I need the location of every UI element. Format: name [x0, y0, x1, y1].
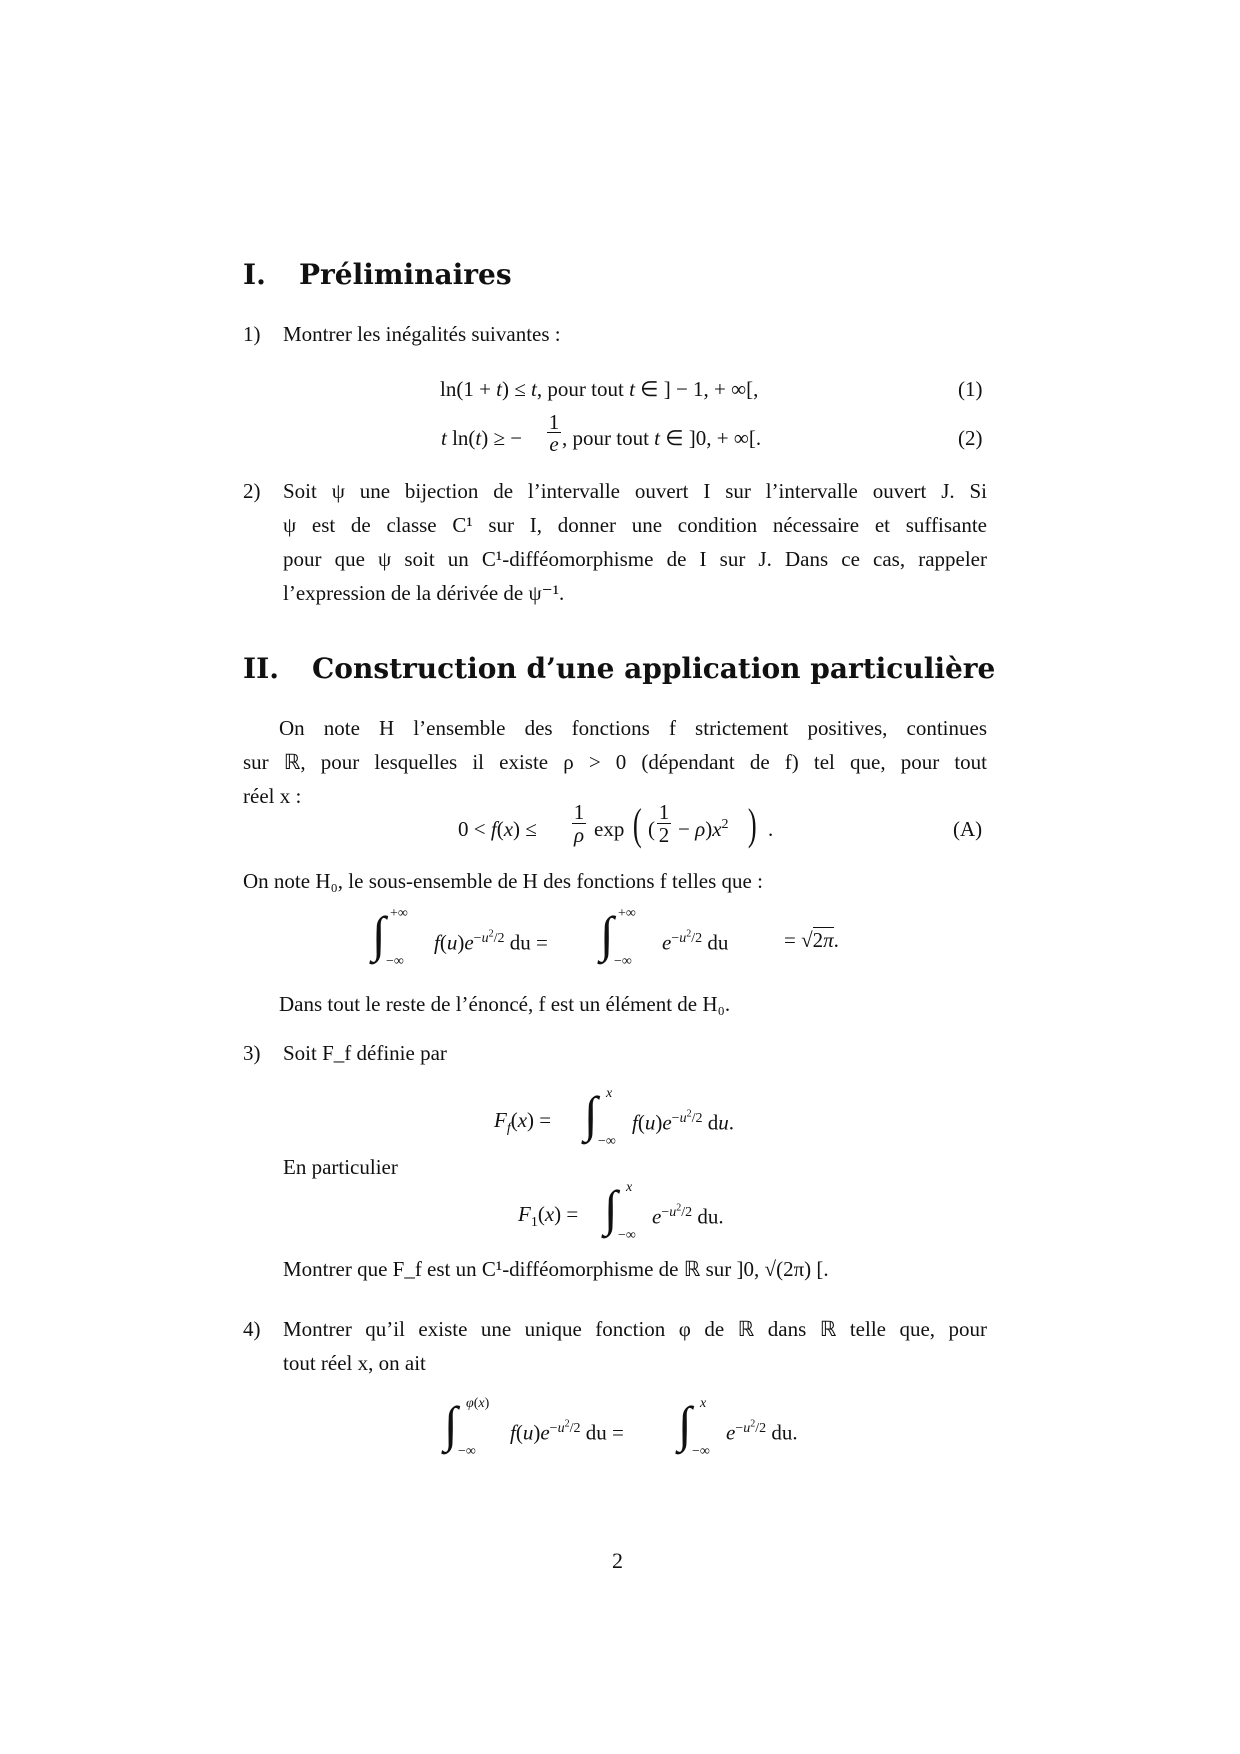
equation-a-tag: (A) — [953, 817, 983, 841]
q3-number: 3) — [243, 1041, 261, 1065]
h0-definition: On note H₀, le sous-ensemble de H des fonctions f telles que : — [243, 869, 763, 893]
q4-line-2: tout réel x, on ait — [283, 1351, 426, 1375]
q4-number: 4) — [243, 1317, 261, 1341]
q3-conclusion: Montrer que F_f est un C¹-difféomorphisme de ℝ sur ]0, √(2π) [. — [283, 1257, 829, 1281]
q2-line-1: Soit ψ une bijection de l’intervalle ouvert I sur l’intervalle ouvert J. Si — [283, 479, 987, 503]
intro-line-2: sur ℝ, pour lesquelles il existe ρ > 0 (dépendant de f) tel que, pour tout — [243, 750, 987, 774]
equation-1: ln(1 + t) ≤ t, pour tout t ∈ ] − 1, + ∞[, — [440, 377, 759, 401]
equation-a: 0 < f(x) ≤ 1 ρ exp ( ( 1 2 − $\rho)x^2$ ) . — [458, 800, 774, 849]
equation-phi: ∫ φ(x) −∞ $f(u)e^{-u^2/2}$ du = ∫ x −∞ $e^{-u^2/2}$ du. — [444, 1396, 798, 1459]
q4-line-1: Montrer qu’il existe une unique fonction φ de ℝ dans ℝ telle que, pour — [283, 1317, 987, 1341]
rest-statement: Dans tout le reste de l’énoncé, f est un élément de H₀. — [279, 992, 731, 1016]
equation-2-tag: (2) — [958, 426, 983, 450]
equation-f1: $F_1(x)$ = ∫ x −∞ $e^{-u^2/2}$ du. — [518, 1180, 724, 1243]
q1-number: 1) — [243, 322, 261, 346]
section-2-number: II. — [243, 652, 279, 685]
page: I. Préliminaires 1) Montrer les inégalités suivantes : ln(1 + t) ≤ t, pour tout t ∈ ] − 1, + ∞[, (1) t ln(t) ≥ − 1 e , pour tout t ∈ ]0, + ∞[. (2) 2) Soit ψ une bijection de l’intervalle ouvert I sur l’intervalle ouvert J. Si ψ est de classe C¹ sur I, donner une condition nécessaire et suffisante pour que ψ soit un C¹-difféomorphisme de I sur J. Dans ce cas, rappeler l’expression de la dérivée de ψ⁻¹. II. Construction d’une application particulière On note H l’ensemble des fonctions f strictement positives, continues sur ℝ, pour lesquelles il existe ρ > 0 (dépendant de f) tel que, pour tout réel x : 0 < f(x) ≤ 1 ρ exp ( ( 1 2 − $\rho)x^2$ ) . (A) On note H₀, le sous-ensemble de H des fonctions f telles que : ∫ +∞ −∞ $f(u)e^{-u^2/2}$ du = ∫ +∞ −∞ $e^{-u^2/2}$ du = √2π. Dans tout le reste de l’énoncé, f est un élément de H₀. 3) Soit F_f définie par $F_f(x)$ = ∫ x −∞ $f(u)e^{-u^2/2}$ du. En particulier $F_1(x)$ = ∫ x −∞ $e^{-u^2/2}$ du. Montrer que F_f est un C¹-difféomorphisme de ℝ sur ]0, √(2π) [. 4) Montrer qu’il existe une unique fonction φ de ℝ dans ℝ telle que, pour tout réel x, on ait ∫ φ(x) −∞ $f(u)e^{-u^2/2}$ du = ∫ x −∞ $e^{-u^2/2}$ du. 2 — [243, 258, 996, 1573]
q1-text: Montrer les inégalités suivantes : — [283, 322, 561, 346]
section-2-title: Construction d’une application particulière — [312, 652, 996, 685]
q2-number: 2) — [243, 479, 261, 503]
q2-line-3: pour que ψ soit un C¹-difféomorphisme de I sur J. Dans ce cas, rappeler — [283, 547, 987, 571]
q2-line-2: ψ est de classe C¹ sur I, donner une condition nécessaire et suffisante — [283, 513, 987, 537]
q4-text — [283, 1312, 987, 1380]
equation-h0: ∫ +∞ −∞ $f(u)e^{-u^2/2}$ du = ∫ +∞ −∞ $e^{-u^2/2}$ du = √2π. — [372, 906, 839, 969]
q3-text: Soit F_f définie par — [283, 1041, 447, 1065]
q2-line-4: l’expression de la dérivée de ψ⁻¹. — [283, 581, 565, 605]
section-1-number: I. — [243, 258, 266, 291]
equation-ff: $F_f(x)$ = ∫ x −∞ $f(u)e^{-u^2/2}$ du. — [494, 1086, 734, 1149]
q2-text — [283, 474, 987, 610]
q3-particular: En particulier — [283, 1155, 398, 1179]
equation-1-tag: (1) — [958, 377, 983, 401]
intro-line-1: On note H l’ensemble des fonctions f strictement positives, continues — [279, 716, 987, 740]
page-number: 2 — [612, 1548, 623, 1573]
intro-paragraph — [243, 711, 987, 813]
intro-line-3: réel x : — [243, 784, 302, 808]
section-1-title: Préliminaires — [299, 258, 512, 291]
